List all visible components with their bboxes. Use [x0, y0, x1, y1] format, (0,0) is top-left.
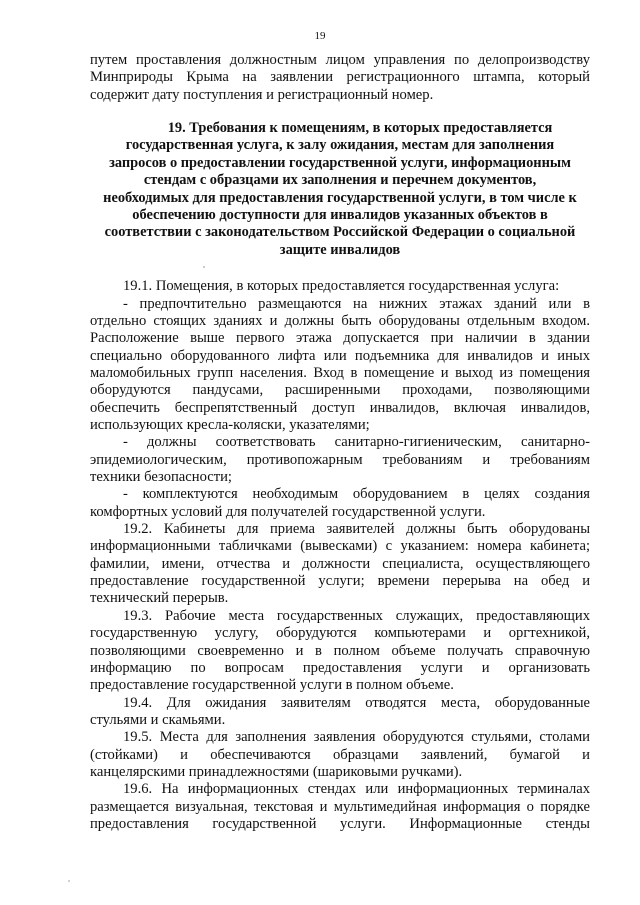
scan-speck: [203, 266, 205, 268]
text-line: предоставления государственной услуги. Информационные стенды: [90, 815, 590, 832]
text-line: маломобильных групп населения. Вход в помещение и выход из помещения: [90, 365, 590, 381]
scan-speck: [68, 880, 70, 882]
paragraph: [90, 278, 590, 295]
paragraph-list: [90, 278, 590, 833]
intro-paragraph: [90, 52, 590, 104]
heading-line: 19. Требования к помещениям, в которых предоставляется: [167, 120, 553, 137]
text-line: информацию по вопросам предоставления услуги и организовать: [90, 659, 590, 676]
text-line: 19.3. Рабочие места государственных служащих, предоставляющих: [123, 607, 590, 624]
text-line: предоставление государственной услуги в полном объеме.: [90, 677, 454, 694]
text-line: 19.1. Помещения, в которых предоставляется государственная услуга:: [123, 278, 560, 295]
text-line: - комплектуются необходимым оборудованием в целях создания: [123, 486, 590, 503]
text-line: специально оборудованного лифта или подъемника для инвалидов и иных: [90, 347, 590, 364]
heading-line: обеспечению доступности для инвалидов указанных объектов в: [132, 207, 548, 224]
text-line: Расположение выше первого этажа допускается при наличии в здании: [90, 330, 590, 347]
section-heading: [90, 120, 590, 259]
text-line: стульями и скамьями.: [90, 711, 226, 728]
text-line: государственную услугу, оборудуются компьютерами и оргтехникой,: [90, 625, 590, 642]
text-line: 19.2. Кабинеты для приема заявителей должны быть оборудованы: [123, 521, 590, 538]
text-line: - должны соответствовать санитарно-гигиеническим, санитарно-: [123, 434, 590, 451]
paragraph: [90, 695, 590, 730]
paragraph: [90, 608, 590, 695]
text-line: обеспечить беспрепятственный доступ инвалидов, включая инвалидов,: [90, 399, 590, 416]
text-line: эпидемиологическим, противопожарным требованиям и требованиям: [90, 451, 590, 468]
heading-line: государственная услуга, к залу ожидания, местам для заполнения: [125, 137, 555, 154]
text-line: Минприроды Крыма на заявлении регистрационного штампа, который: [90, 69, 590, 86]
text-line: размещается визуальная, текстовая и мультимедийная информация о порядке: [90, 798, 590, 815]
text-line: техники безопасности;: [90, 469, 232, 486]
heading-line: стендам с образцами их заполнения и перечнем документов,: [143, 172, 537, 189]
text-line: технический перерыв.: [90, 590, 229, 607]
text-line: путем проставления должностным лицом управления по делопроизводству: [90, 52, 590, 68]
paragraph: [90, 781, 590, 833]
text-line: содержит дату поступления и регистрационный номер.: [90, 86, 434, 103]
text-line: канцелярскими принадлежностями (шариковыми ручками).: [90, 763, 463, 780]
paragraph: [90, 521, 590, 608]
text-line: позволяющими своевременно и в полном объеме получать справочную: [90, 642, 590, 659]
text-line: предоставление государственной услуги; времени перерыва на обед и: [90, 573, 590, 590]
text-line: 19.4. Для ожидания заявителям отводятся места, оборудованные: [123, 694, 590, 711]
heading-line: защите инвалидов: [279, 241, 401, 258]
text-line: отдельно стоящих зданиях и должны быть оборудованы отдельным входом.: [90, 312, 590, 329]
paragraph: [90, 296, 590, 435]
text-line: 19.5. Места для заполнения заявления оборудуются стульями, столами: [123, 729, 590, 746]
page-number: 19: [314, 30, 326, 42]
text-line: оборудуются пандусами, расширенными проходами, позволяющими: [90, 382, 590, 399]
text-line: использующих кресла-коляски, указателями;: [90, 417, 370, 434]
paragraph: [90, 486, 590, 521]
text-line: комфортных условий для получателей государственной услуги.: [90, 503, 486, 520]
heading-line: соответствии с законодательством Российской Федерации о социальной: [104, 224, 576, 241]
text-line: - предпочтительно размещаются на нижних этажах зданий или в: [123, 295, 590, 312]
text-line: (стойками) и обеспечиваются образцами заявлений, бумагой и: [90, 746, 590, 763]
paragraph: [90, 729, 590, 781]
text-line: информационными табличками (вывесками) с указанием: номера кабинета;: [90, 538, 590, 555]
document-body: [90, 52, 590, 833]
heading-line: запросов о предоставлении государственной услуги, информационным: [109, 154, 571, 171]
text-line: 19.6. На информационных стендах или информационных терминалах: [123, 781, 590, 798]
paragraph: [90, 434, 590, 486]
heading-line: необходимых для предоставления государственной услуги, в том числе к: [103, 189, 577, 206]
text-line: фамилии, имени, отчества и должности специалиста, осуществляющего: [90, 555, 590, 572]
